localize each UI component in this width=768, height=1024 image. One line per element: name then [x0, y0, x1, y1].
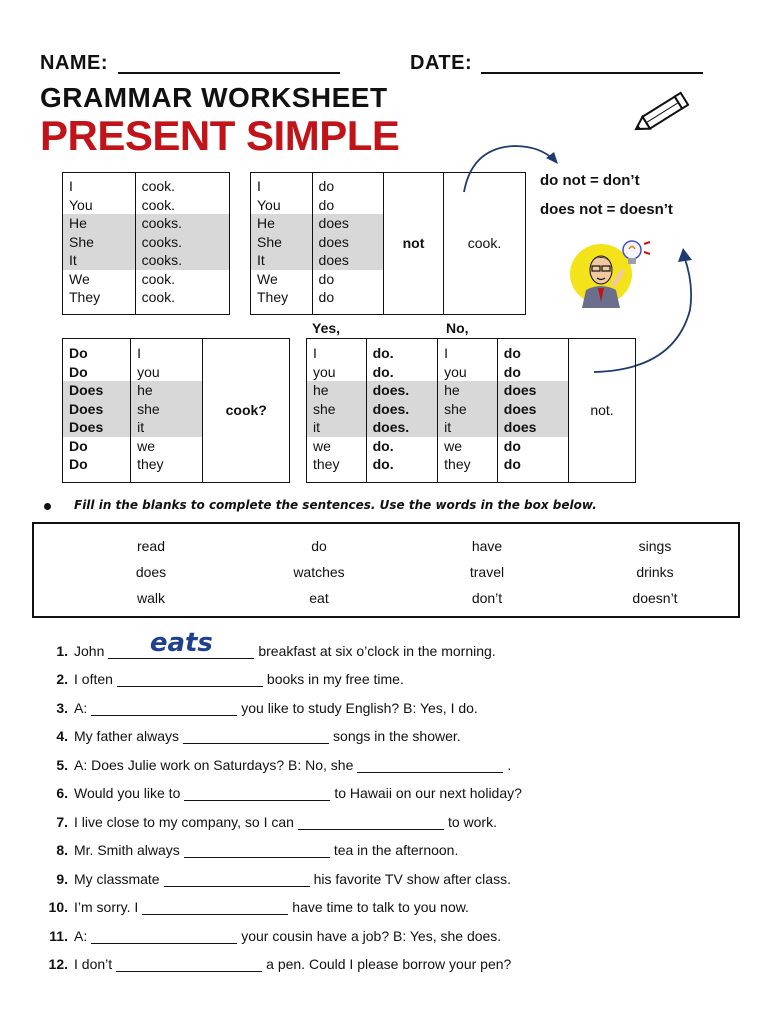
sentence-5: [40, 757, 511, 773]
sentence-text: his favorite TV show after class.: [313, 871, 511, 887]
negative-pronouns: [251, 173, 312, 307]
pronoun: We: [257, 270, 278, 287]
word-box-item: drinks: [636, 564, 674, 580]
pronoun: it: [438, 418, 497, 437]
name-field[interactable]: [118, 72, 340, 74]
aux-verb: do.: [372, 345, 394, 361]
filled-answer: eats: [149, 628, 213, 658]
aux-verb: do: [318, 196, 335, 213]
pronoun: he: [438, 381, 497, 400]
word-box-item: sings: [638, 538, 672, 554]
aux-verb: does: [313, 233, 383, 252]
answer-blank[interactable]: [91, 929, 237, 944]
answer-blank[interactable]: [108, 628, 254, 659]
word-box-item: does: [135, 564, 167, 580]
sentence-number: 4.: [56, 728, 68, 744]
pronoun: he: [131, 381, 202, 400]
sentence-11: [40, 928, 501, 944]
sentence-text: a pen. Could I please borrow your pen?: [266, 956, 512, 972]
verb: cook.: [141, 289, 176, 305]
aux-verb: do.: [372, 456, 394, 472]
aux-verb: does: [498, 400, 568, 419]
negative-aux: [313, 173, 383, 307]
verb: cooks.: [136, 233, 229, 252]
date-label: DATE:: [410, 52, 473, 74]
pencil-icon: [630, 88, 694, 140]
word-box: [32, 522, 740, 618]
word-box-item: travel: [469, 564, 505, 580]
no-label: No,: [446, 320, 469, 336]
pronoun: they: [444, 456, 471, 472]
sentence-number: 3.: [56, 700, 68, 716]
sentence-text: .: [507, 757, 512, 773]
pronoun: I: [313, 345, 317, 361]
sentence-6: [40, 785, 522, 801]
pronoun: He: [251, 214, 312, 233]
sentence-number: 2.: [56, 671, 68, 687]
answer-blank[interactable]: [184, 786, 330, 801]
aux-verb: does: [313, 214, 383, 233]
aux-verb: does: [498, 418, 568, 437]
sentence-3: [40, 700, 478, 716]
instruction-text: Fill in the blanks to complete the sentences. Use the words in the box below.: [74, 498, 597, 512]
aux-verb: do: [503, 456, 521, 472]
aux-verb: does.: [367, 418, 438, 437]
word-box-item: watches: [293, 564, 345, 580]
no-pronouns: [438, 339, 497, 474]
sentence-text: songs in the shower.: [333, 728, 461, 744]
negative-verb: cook.: [443, 173, 525, 315]
answer-blank[interactable]: [298, 815, 444, 830]
pronoun: she: [131, 400, 202, 419]
sentence-4: [40, 728, 461, 744]
aux-verb: does: [313, 251, 383, 270]
pronoun: he: [307, 381, 366, 400]
word-box-item: do: [311, 538, 327, 554]
pronoun: She: [251, 233, 312, 252]
pronoun: It: [63, 251, 135, 270]
affirmative-pronouns: [63, 173, 135, 307]
pronoun: She: [63, 233, 135, 252]
contraction-do-not: do not = don’t: [540, 172, 640, 189]
aux-verb: do: [318, 178, 335, 194]
sentence-number: 10.: [48, 899, 68, 915]
yes-aux: [367, 339, 438, 474]
aux-verb: Do: [69, 345, 88, 361]
sentence-1: [40, 628, 496, 659]
verb: cook.: [141, 196, 176, 213]
sentence-text: Would you like to: [74, 785, 181, 801]
aux-verb: Do: [69, 363, 88, 380]
sentence-text: breakfast at six o’clock in the morning.: [258, 643, 496, 659]
question-pronouns: [131, 339, 202, 474]
question-aux: [63, 339, 130, 474]
sentence-8: [40, 842, 458, 858]
aux-verb: Do: [69, 437, 88, 454]
sentence-number: 9.: [56, 871, 68, 887]
pronoun: I: [444, 345, 449, 361]
sentence-text: tea in the afternoon.: [333, 842, 459, 858]
sentence-number: 11.: [49, 928, 68, 944]
answer-blank[interactable]: [183, 729, 329, 744]
sentence-text: to work.: [447, 814, 497, 830]
sentence-text: I don’t: [74, 956, 113, 972]
pronoun: I: [137, 345, 141, 361]
sentence-text: A: Does Julie work on Saturdays? B: No, she: [74, 757, 354, 773]
pronoun: you: [444, 363, 467, 380]
sentence-number: 12.: [48, 956, 68, 972]
pronoun: she: [438, 400, 497, 419]
short-answer-not: not.: [569, 339, 636, 483]
sentence-2: [40, 671, 404, 687]
aux-verb: does.: [367, 381, 438, 400]
affirmative-table: [62, 172, 230, 315]
worksheet-title: GRAMMAR WORKSHEET: [40, 82, 388, 113]
no-aux: [498, 339, 568, 474]
yes-pronouns: [307, 339, 366, 474]
sentence-text: A:: [74, 928, 88, 944]
sentence-9: [40, 871, 511, 887]
sentence-text: books in my free time.: [266, 671, 404, 687]
word-box-item: don’t: [471, 590, 503, 606]
sentence-text: I live close to my company, so I can: [74, 814, 294, 830]
curved-arrow-icon: [450, 136, 570, 196]
pronoun: I: [257, 178, 261, 194]
answer-blank[interactable]: [142, 900, 288, 915]
pronoun: she: [307, 400, 366, 419]
word-box-item: have: [471, 538, 503, 554]
sentence-number: 7.: [56, 814, 68, 830]
pronoun: we: [137, 437, 155, 454]
pronoun: They: [257, 289, 289, 305]
aux-verb: does.: [367, 400, 438, 419]
aux-verb: Do: [69, 456, 88, 472]
name-label: NAME:: [40, 52, 109, 74]
sentence-text: My classmate: [74, 871, 160, 887]
sentence-text: Mr. Smith always: [74, 842, 180, 858]
bullet-icon: [44, 503, 51, 510]
date-field[interactable]: [481, 72, 703, 74]
sentence-number: 1.: [56, 643, 68, 659]
aux-verb: Does: [63, 418, 130, 437]
aux-verb: do: [318, 289, 335, 305]
aux-verb: do: [503, 437, 521, 454]
answer-blank[interactable]: [116, 957, 262, 972]
word-box-item: doesn’t: [632, 590, 678, 606]
verb: cooks.: [136, 214, 229, 233]
negative-not: not: [383, 173, 443, 315]
sentence-text: your cousin have a job? B: Yes, she does.: [241, 928, 502, 944]
aux-verb: do: [503, 345, 521, 361]
affirmative-verbs: [136, 173, 229, 307]
verb: cook.: [141, 178, 176, 194]
verb: cook.: [141, 270, 176, 287]
sentence-number: 8.: [56, 842, 68, 858]
sentence-text: you like to study English? B: Yes, I do.: [241, 700, 478, 716]
pronoun: it: [131, 418, 202, 437]
word-box-item: walk: [136, 590, 165, 606]
question-verb: cook?: [203, 339, 290, 483]
pronoun: I: [69, 178, 73, 194]
aux-verb: do.: [372, 363, 394, 380]
sentence-text: A:: [74, 700, 88, 716]
pronoun: We: [69, 270, 90, 287]
sentence-text: My father always: [74, 728, 180, 744]
answer-blank[interactable]: [117, 672, 263, 687]
aux-verb: does: [498, 381, 568, 400]
pronoun: they: [313, 456, 340, 472]
pronoun: It: [251, 251, 312, 270]
answer-blank[interactable]: [357, 758, 503, 773]
answer-blank[interactable]: [184, 843, 330, 858]
sentence-text: have time to talk to you now.: [292, 899, 469, 915]
sentence-12: [40, 956, 511, 972]
sentence-number: 6.: [56, 785, 68, 801]
sentence-text: to Hawaii on our next holiday?: [334, 785, 522, 801]
answer-blank[interactable]: [91, 701, 237, 716]
pronoun: we: [444, 437, 463, 454]
sentence-text: John: [74, 643, 105, 659]
answer-blank[interactable]: [164, 872, 310, 887]
pronoun: they: [137, 456, 164, 472]
aux-verb: do: [503, 363, 521, 380]
aux-verb: Does: [63, 400, 130, 419]
pronoun: you: [137, 363, 160, 380]
sentence-7: [40, 814, 497, 830]
worksheet-subtitle: PRESENT SIMPLE: [40, 112, 400, 159]
sentence-text: I’m sorry. I: [74, 899, 139, 915]
sentence-number: 5.: [56, 757, 68, 773]
word-box-item: eat: [309, 590, 329, 606]
aux-verb: Does: [63, 381, 130, 400]
word-box-item: read: [136, 538, 166, 554]
pronoun: You: [257, 196, 281, 213]
question-table: [62, 338, 290, 483]
aux-verb: do.: [372, 437, 394, 454]
pronoun: They: [69, 289, 101, 305]
pronoun: He: [63, 214, 135, 233]
contraction-does-not: does not = doesn’t: [540, 201, 673, 218]
pronoun: it: [307, 418, 366, 437]
yes-label: Yes,: [312, 320, 341, 336]
aux-verb: do: [318, 270, 335, 287]
pronoun: You: [69, 196, 93, 213]
short-answer-table: [306, 338, 636, 483]
pronoun: we: [313, 437, 331, 454]
sentence-text: I often: [74, 671, 113, 687]
sentence-10: [40, 899, 469, 915]
verb: cooks.: [136, 251, 229, 270]
pronoun: you: [313, 363, 336, 380]
